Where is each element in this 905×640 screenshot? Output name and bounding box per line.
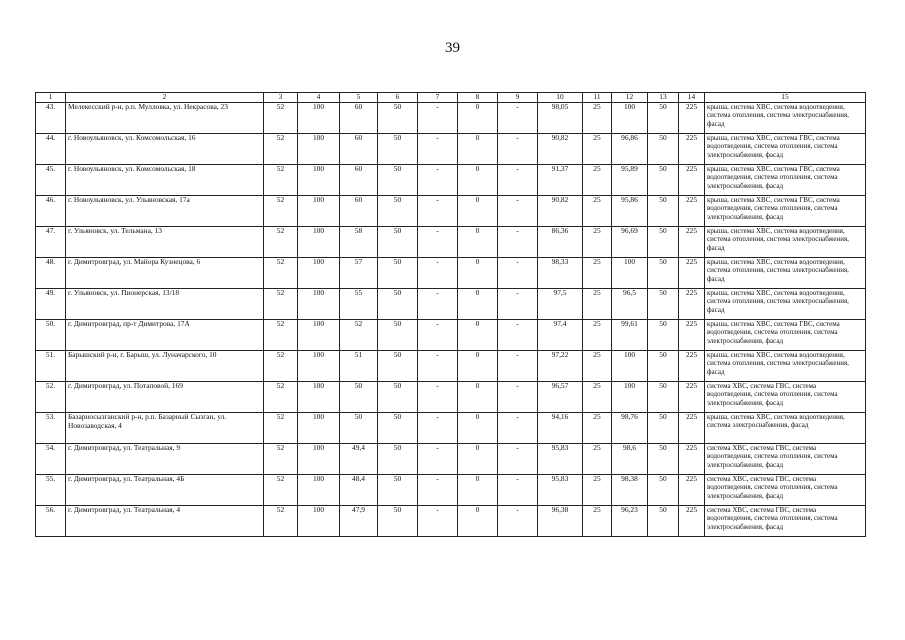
row-number-cell: 51. [36, 351, 66, 382]
col-6-cell: 50 [378, 258, 418, 289]
col-4-cell: 100 [298, 227, 340, 258]
table-row [36, 506, 866, 537]
address-cell: Базарносызганский р-н, р.п. Базарный Сызган, ул. Новозаводская, 4 [66, 413, 264, 444]
col-10-cell: 90,82 [538, 134, 583, 165]
table-row [36, 103, 866, 134]
col-14-cell: 225 [679, 165, 705, 196]
col-14-cell: 225 [679, 382, 705, 413]
address-cell: г. Ульяновск, ул. Пионерская, 13/18 [66, 289, 264, 320]
col-14-cell: 225 [679, 320, 705, 351]
works-list-cell: крыша, система ХВС, система ГВС, система водоотведения, система отопления, система электроснабжения, фасад [705, 134, 866, 165]
col-3-cell: 52 [264, 320, 298, 351]
col-6-cell: 50 [378, 227, 418, 258]
col-4-cell: 100 [298, 289, 340, 320]
col-13-cell: 50 [648, 413, 679, 444]
col-7-cell: - [418, 289, 458, 320]
col-11-cell: 25 [583, 227, 612, 258]
col-8-cell: 0 [458, 227, 498, 258]
works-list-cell: крыша, система ХВС, система ГВС, система водоотведения, система отопления, система электроснабжения, фасад [705, 165, 866, 196]
col-5-cell: 48,4 [340, 475, 378, 506]
column-number: 14 [679, 93, 705, 103]
col-9-cell: - [498, 258, 538, 289]
col-12-cell: 96,86 [612, 134, 648, 165]
address-cell: г. Димитровград, пр-т Димитрова, 17А [66, 320, 264, 351]
works-list-cell: система ХВС, система ГВС, система водоотведения, система отопления, система электроснабжения, фасад [705, 475, 866, 506]
address-cell: г. Новоульяновск, ул. Комсомольская, 18 [66, 165, 264, 196]
col-13-cell: 50 [648, 289, 679, 320]
col-8-cell: 0 [458, 320, 498, 351]
works-list-cell: крыша, система ХВС, система ГВС, система водоотведения, система отопления, система электроснабжения, фасад [705, 320, 866, 351]
col-5-cell: 60 [340, 165, 378, 196]
row-number-cell: 43. [36, 103, 66, 134]
col-11-cell: 25 [583, 320, 612, 351]
col-13-cell: 50 [648, 134, 679, 165]
col-13-cell: 50 [648, 258, 679, 289]
col-7-cell: - [418, 227, 458, 258]
address-cell: г. Димитровград, ул. Театральная, 4Б [66, 475, 264, 506]
row-number-cell: 47. [36, 227, 66, 258]
col-8-cell: 0 [458, 196, 498, 227]
col-9-cell: - [498, 506, 538, 537]
col-9-cell: - [498, 196, 538, 227]
column-number: 4 [298, 93, 340, 103]
col-10-cell: 95,83 [538, 475, 583, 506]
col-4-cell: 100 [298, 506, 340, 537]
col-12-cell: 95,86 [612, 196, 648, 227]
table-row [36, 165, 866, 196]
col-3-cell: 52 [264, 382, 298, 413]
col-5-cell: 57 [340, 258, 378, 289]
col-11-cell: 25 [583, 165, 612, 196]
col-3-cell: 52 [264, 165, 298, 196]
address-cell: г. Димитровград, ул. Потаповой, 169 [66, 382, 264, 413]
col-6-cell: 50 [378, 196, 418, 227]
col-7-cell: - [418, 165, 458, 196]
column-number: 1 [36, 93, 66, 103]
col-14-cell: 225 [679, 258, 705, 289]
col-11-cell: 25 [583, 413, 612, 444]
col-5-cell: 60 [340, 103, 378, 134]
col-14-cell: 225 [679, 444, 705, 475]
col-10-cell: 98,33 [538, 258, 583, 289]
works-list-cell: крыша, система ХВС, система водоотведения, система отопления, система электроснабжения, фасад [705, 289, 866, 320]
row-number-cell: 53. [36, 413, 66, 444]
col-6-cell: 50 [378, 165, 418, 196]
col-7-cell: - [418, 351, 458, 382]
col-8-cell: 0 [458, 103, 498, 134]
col-11-cell: 25 [583, 506, 612, 537]
column-number: 7 [418, 93, 458, 103]
works-list-cell: крыша, система ХВС, система водоотведения, система отопления, система электроснабжения, фасад [705, 258, 866, 289]
col-7-cell: - [418, 413, 458, 444]
col-6-cell: 50 [378, 351, 418, 382]
col-14-cell: 225 [679, 289, 705, 320]
col-6-cell: 50 [378, 413, 418, 444]
col-11-cell: 25 [583, 134, 612, 165]
row-number-cell: 45. [36, 165, 66, 196]
table-row [36, 320, 866, 351]
col-3-cell: 52 [264, 444, 298, 475]
col-5-cell: 47,9 [340, 506, 378, 537]
col-3-cell: 52 [264, 506, 298, 537]
col-12-cell: 96,5 [612, 289, 648, 320]
col-5-cell: 49,4 [340, 444, 378, 475]
col-4-cell: 100 [298, 165, 340, 196]
col-11-cell: 25 [583, 475, 612, 506]
column-number: 12 [612, 93, 648, 103]
page-number: 39 [445, 40, 460, 56]
col-12-cell: 100 [612, 382, 648, 413]
col-11-cell: 25 [583, 289, 612, 320]
col-12-cell: 96,23 [612, 506, 648, 537]
col-12-cell: 100 [612, 258, 648, 289]
col-7-cell: - [418, 444, 458, 475]
col-9-cell: - [498, 289, 538, 320]
col-13-cell: 50 [648, 475, 679, 506]
col-10-cell: 95,83 [538, 444, 583, 475]
col-4-cell: 100 [298, 382, 340, 413]
column-number: 2 [66, 93, 264, 103]
table-row [36, 289, 866, 320]
col-8-cell: 0 [458, 444, 498, 475]
col-13-cell: 50 [648, 320, 679, 351]
works-list-cell: крыша, система ХВС, система водоотведения, система отопления, система электроснабжения, фасад [705, 351, 866, 382]
col-10-cell: 91,37 [538, 165, 583, 196]
col-12-cell: 95,89 [612, 165, 648, 196]
col-7-cell: - [418, 320, 458, 351]
col-11-cell: 25 [583, 351, 612, 382]
col-5-cell: 60 [340, 134, 378, 165]
col-8-cell: 0 [458, 165, 498, 196]
column-number: 9 [498, 93, 538, 103]
address-cell: г. Димитровград, ул. Театральная, 4 [66, 506, 264, 537]
works-list-cell: крыша, система ХВС, система водоотведения, система отопления, система электроснабжения, фасад [705, 103, 866, 134]
col-3-cell: 52 [264, 351, 298, 382]
col-10-cell: 97,4 [538, 320, 583, 351]
col-3-cell: 52 [264, 258, 298, 289]
col-5-cell: 60 [340, 196, 378, 227]
row-number-cell: 54. [36, 444, 66, 475]
col-8-cell: 0 [458, 475, 498, 506]
col-12-cell: 100 [612, 351, 648, 382]
works-list-cell: крыша, система ХВС, система водоотведения, система электроснабжения, фасад [705, 413, 866, 444]
works-list-cell: крыша, система ХВС, система водоотведения, система отопления, система электроснабжения, фасад [705, 227, 866, 258]
col-4-cell: 100 [298, 444, 340, 475]
col-4-cell: 100 [298, 475, 340, 506]
row-number-cell: 46. [36, 196, 66, 227]
col-3-cell: 52 [264, 103, 298, 134]
col-6-cell: 50 [378, 320, 418, 351]
col-4-cell: 100 [298, 103, 340, 134]
col-13-cell: 50 [648, 351, 679, 382]
col-9-cell: - [498, 475, 538, 506]
col-6-cell: 50 [378, 475, 418, 506]
col-14-cell: 225 [679, 506, 705, 537]
col-14-cell: 225 [679, 227, 705, 258]
works-list-cell: крыша, система ХВС, система ГВС, система водоотведения, система отопления, система электроснабжения, фасад [705, 196, 866, 227]
row-number-cell: 49. [36, 289, 66, 320]
col-13-cell: 50 [648, 103, 679, 134]
col-10-cell: 97,5 [538, 289, 583, 320]
address-cell: г. Новоульяновск, ул. Комсомольская, 16 [66, 134, 264, 165]
table-row [36, 134, 866, 165]
col-12-cell: 98,76 [612, 413, 648, 444]
row-number-cell: 50. [36, 320, 66, 351]
col-13-cell: 50 [648, 165, 679, 196]
column-number: 13 [648, 93, 679, 103]
column-number: 3 [264, 93, 298, 103]
col-6-cell: 50 [378, 382, 418, 413]
col-8-cell: 0 [458, 382, 498, 413]
col-13-cell: 50 [648, 382, 679, 413]
col-14-cell: 225 [679, 103, 705, 134]
col-10-cell: 94,16 [538, 413, 583, 444]
col-4-cell: 100 [298, 258, 340, 289]
table-row [36, 413, 866, 444]
col-5-cell: 50 [340, 382, 378, 413]
col-3-cell: 52 [264, 227, 298, 258]
address-cell: г. Ульяновск, ул. Тельмана, 13 [66, 227, 264, 258]
col-9-cell: - [498, 444, 538, 475]
col-12-cell: 98,38 [612, 475, 648, 506]
col-5-cell: 52 [340, 320, 378, 351]
col-10-cell: 98,05 [538, 103, 583, 134]
col-12-cell: 100 [612, 103, 648, 134]
col-4-cell: 100 [298, 351, 340, 382]
col-3-cell: 52 [264, 289, 298, 320]
col-10-cell: 96,57 [538, 382, 583, 413]
row-number-cell: 52. [36, 382, 66, 413]
address-cell: Барышский р-н, г. Барыш, ул. Луначарского, 10 [66, 351, 264, 382]
col-11-cell: 25 [583, 258, 612, 289]
col-7-cell: - [418, 196, 458, 227]
col-10-cell: 86,36 [538, 227, 583, 258]
col-3-cell: 52 [264, 196, 298, 227]
col-6-cell: 50 [378, 444, 418, 475]
col-7-cell: - [418, 258, 458, 289]
row-number-cell: 44. [36, 134, 66, 165]
col-14-cell: 225 [679, 475, 705, 506]
col-7-cell: - [418, 475, 458, 506]
table-row [36, 475, 866, 506]
address-cell: г. Димитровград, ул. Театральная, 9 [66, 444, 264, 475]
col-13-cell: 50 [648, 506, 679, 537]
table-row [36, 351, 866, 382]
col-4-cell: 100 [298, 320, 340, 351]
works-list-cell: система ХВС, система ГВС, система водоотведения, система отопления, система электроснабжения, фасад [705, 382, 866, 413]
col-3-cell: 52 [264, 413, 298, 444]
col-6-cell: 50 [378, 103, 418, 134]
col-4-cell: 100 [298, 413, 340, 444]
col-11-cell: 25 [583, 444, 612, 475]
housing-register-table [35, 92, 866, 537]
col-13-cell: 50 [648, 227, 679, 258]
col-8-cell: 0 [458, 134, 498, 165]
col-12-cell: 96,69 [612, 227, 648, 258]
col-5-cell: 51 [340, 351, 378, 382]
col-6-cell: 50 [378, 134, 418, 165]
works-list-cell: система ХВС, система ГВС, система водоотведения, система отопления, система электроснабжения, фасад [705, 506, 866, 537]
col-6-cell: 50 [378, 506, 418, 537]
col-7-cell: - [418, 506, 458, 537]
col-5-cell: 58 [340, 227, 378, 258]
col-9-cell: - [498, 227, 538, 258]
col-6-cell: 50 [378, 289, 418, 320]
col-11-cell: 25 [583, 103, 612, 134]
col-11-cell: 25 [583, 382, 612, 413]
table-row [36, 227, 866, 258]
col-13-cell: 50 [648, 196, 679, 227]
column-number: 15 [705, 93, 866, 103]
col-3-cell: 52 [264, 475, 298, 506]
col-14-cell: 225 [679, 413, 705, 444]
column-number: 6 [378, 93, 418, 103]
address-cell: г. Димитровград, ул. Майора Кузнецова, 6 [66, 258, 264, 289]
col-9-cell: - [498, 382, 538, 413]
col-7-cell: - [418, 103, 458, 134]
col-8-cell: 0 [458, 289, 498, 320]
col-9-cell: - [498, 351, 538, 382]
col-12-cell: 99,61 [612, 320, 648, 351]
row-number-cell: 56. [36, 506, 66, 537]
column-number-row [36, 93, 866, 103]
address-cell: Мелекесский р-н, р.п. Мулловка, ул. Некрасова, 23 [66, 103, 264, 134]
col-3-cell: 52 [264, 134, 298, 165]
col-10-cell: 97,22 [538, 351, 583, 382]
col-12-cell: 98,6 [612, 444, 648, 475]
row-number-cell: 48. [36, 258, 66, 289]
col-7-cell: - [418, 134, 458, 165]
col-9-cell: - [498, 320, 538, 351]
table-row [36, 444, 866, 475]
col-4-cell: 100 [298, 196, 340, 227]
col-14-cell: 225 [679, 196, 705, 227]
col-9-cell: - [498, 103, 538, 134]
table-row [36, 258, 866, 289]
address-cell: г. Новоульяновск, ул. Ульяновская, 17а [66, 196, 264, 227]
col-14-cell: 225 [679, 134, 705, 165]
column-number: 11 [583, 93, 612, 103]
table-body [36, 103, 866, 537]
col-10-cell: 90,82 [538, 196, 583, 227]
col-7-cell: - [418, 382, 458, 413]
col-9-cell: - [498, 134, 538, 165]
table-row [36, 382, 866, 413]
col-5-cell: 55 [340, 289, 378, 320]
col-8-cell: 0 [458, 506, 498, 537]
col-8-cell: 0 [458, 258, 498, 289]
col-9-cell: - [498, 413, 538, 444]
col-13-cell: 50 [648, 444, 679, 475]
column-number: 10 [538, 93, 583, 103]
col-10-cell: 96,38 [538, 506, 583, 537]
col-8-cell: 0 [458, 413, 498, 444]
column-number: 5 [340, 93, 378, 103]
col-4-cell: 100 [298, 134, 340, 165]
col-14-cell: 225 [679, 351, 705, 382]
row-number-cell: 55. [36, 475, 66, 506]
col-5-cell: 50 [340, 413, 378, 444]
column-number: 8 [458, 93, 498, 103]
col-8-cell: 0 [458, 351, 498, 382]
col-9-cell: - [498, 165, 538, 196]
works-list-cell: система ХВС, система ГВС, система водоотведения, система отопления, система электроснабжения, фасад [705, 444, 866, 475]
table-row [36, 196, 866, 227]
col-11-cell: 25 [583, 196, 612, 227]
